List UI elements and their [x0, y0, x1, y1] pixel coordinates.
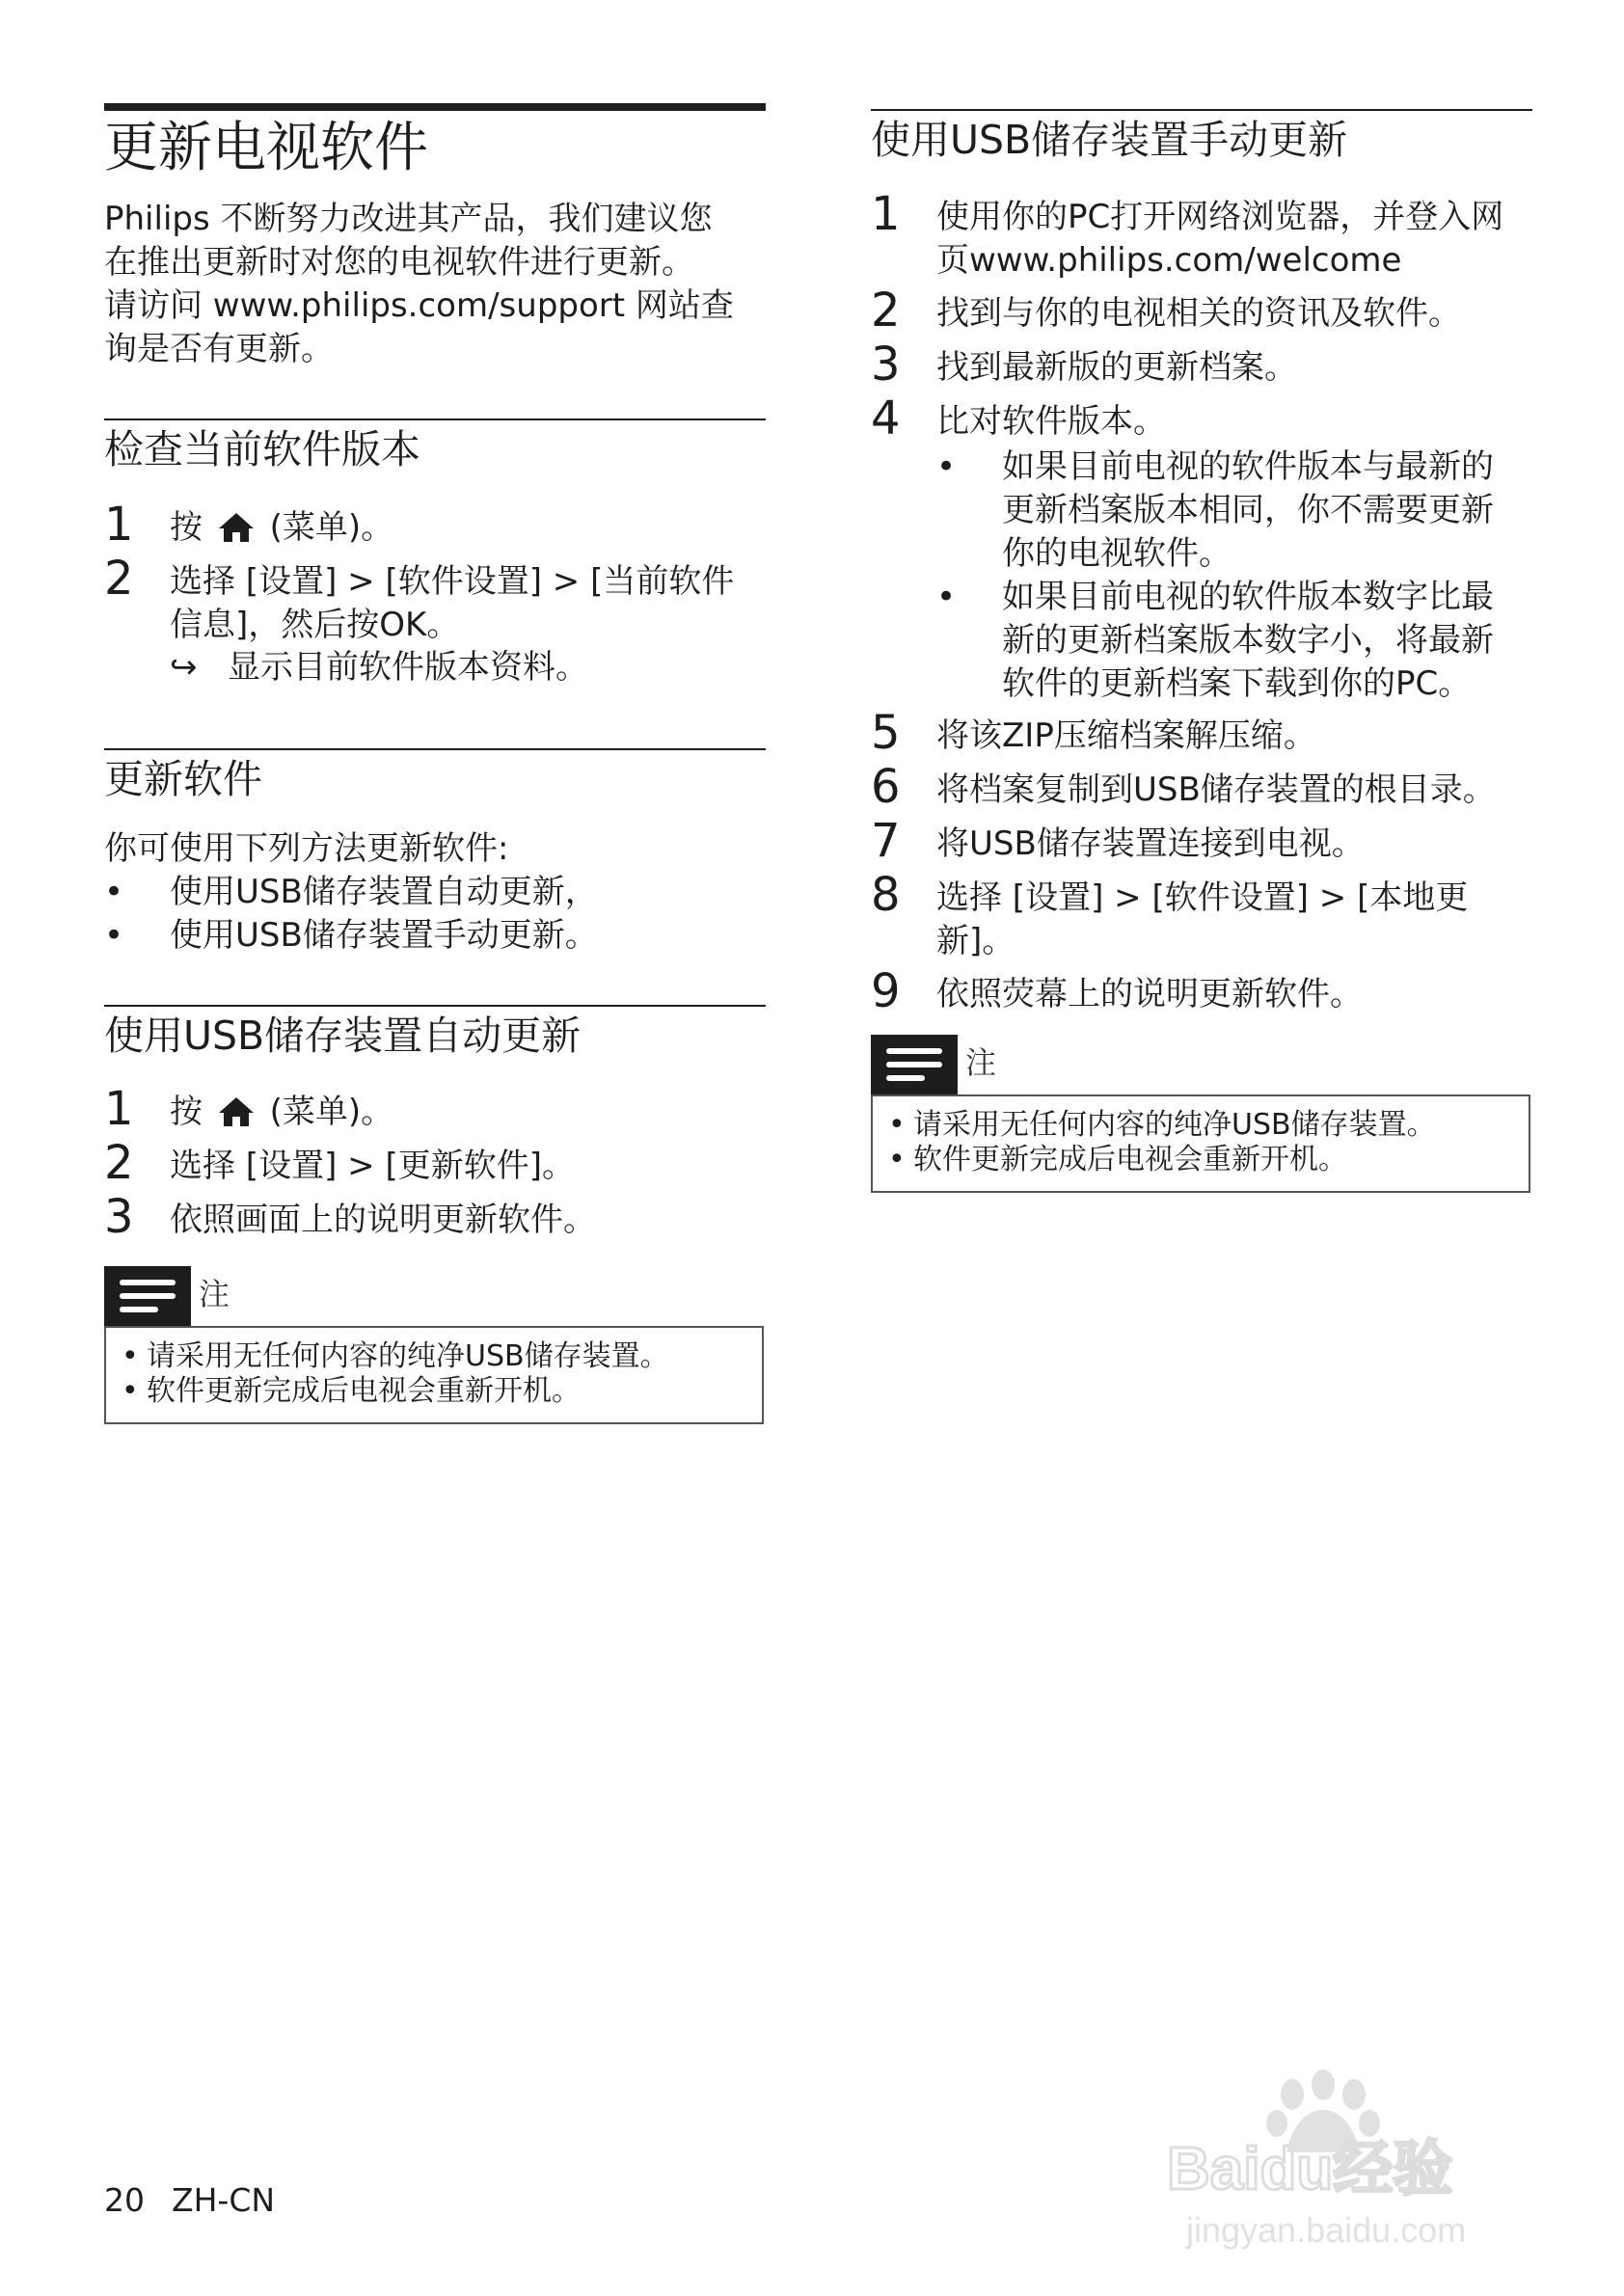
step-number: 2: [871, 284, 901, 338]
language-code: ZH-CN: [172, 2181, 276, 2219]
bullet-line: 更新档案版本相同，你不需要更新: [1002, 491, 1494, 529]
step-text: 依照画面上的说明更新软件。: [170, 1201, 596, 1239]
step-text: 找到最新版的更新档案。: [936, 348, 1297, 387]
section-rule: [104, 419, 766, 420]
note-item-text: 请采用无任何内容的纯净USB储存装置。: [147, 1339, 669, 1373]
bullet-dot: •: [888, 1108, 906, 1142]
page-footer: [104, 2181, 302, 2220]
step-number: 1: [871, 187, 901, 241]
intro-line: 请访问 www.philips.com/support 网站查: [104, 286, 734, 325]
bullet-line: 你的电视软件。: [1002, 534, 1232, 573]
step-text-after: (菜单)。: [269, 508, 394, 547]
bullet-dot: •: [936, 578, 957, 616]
bullet-dot: •: [888, 1143, 906, 1176]
bullet-dot: •: [122, 1374, 139, 1408]
step-text-before: 按: [170, 1093, 203, 1131]
step-text: 将档案复制到USB储存装置的根目录。: [936, 770, 1496, 809]
bullet-line: 软件的更新档案下载到你的PC。: [1002, 664, 1472, 703]
step-number: 2: [104, 1136, 134, 1190]
result-text: 显示目前软件版本资料。: [228, 648, 588, 687]
note-box: [871, 1094, 1530, 1193]
step-number: 8: [871, 868, 901, 922]
step-number: 9: [871, 964, 901, 1018]
note-item-text: 请采用无任何内容的纯净USB储存装置。: [913, 1108, 1436, 1142]
step-text: 将USB储存装置连接到电视。: [936, 824, 1365, 863]
bullet-text: 使用USB储存装置自动更新，: [170, 873, 598, 911]
home-icon: [217, 511, 256, 544]
step-text-after: (菜单)。: [269, 1093, 394, 1131]
step-text: 依照荧幕上的说明更新软件。: [936, 975, 1363, 1013]
bullet-text: 使用USB储存装置手动更新。: [170, 916, 598, 955]
usb-auto-heading: 使用USB储存装置自动更新: [104, 1013, 582, 1059]
page-number: 20: [104, 2181, 145, 2219]
note-item: [122, 1374, 581, 1409]
step-text: 找到与你的电视相关的资讯及软件。: [936, 294, 1461, 333]
step-line: 选择 [设置] > [软件设置] > [本地更: [936, 878, 1469, 917]
step-number: 6: [871, 760, 901, 814]
step-line: 新]。: [936, 922, 1015, 960]
bullet-dot: •: [122, 1339, 139, 1373]
step-line: 使用你的PC打开网络浏览器，并登入网: [936, 198, 1504, 236]
step-number: 1: [104, 1082, 134, 1136]
note-icon: [871, 1035, 958, 1094]
update-software-intro: 你可使用下列方法更新软件:: [104, 829, 509, 868]
note-item: [888, 1143, 1347, 1177]
update-software-heading: 更新软件: [104, 756, 262, 802]
step-number: 5: [871, 706, 901, 760]
section-rule: [871, 109, 1532, 111]
note-box: [104, 1326, 764, 1424]
step-text: [170, 1091, 393, 1134]
note-item-text: 软件更新完成后电视会重新开机。: [913, 1143, 1347, 1176]
bullet-text: [1002, 576, 1494, 706]
bullet-dot: •: [936, 447, 957, 486]
section-rule: [104, 748, 766, 750]
bullet-line: 新的更新档案版本数字小，将最新: [1002, 621, 1494, 660]
watermark-brand: Baidu经验: [1167, 2136, 1453, 2202]
bullet-line: 如果目前电视的软件版本数字比最: [1002, 578, 1494, 616]
step-number: 3: [104, 1190, 134, 1244]
check-version-heading: 检查当前软件版本: [104, 426, 420, 473]
intro-line: 在推出更新时对您的电视软件进行更新。: [104, 243, 694, 282]
result-arrow-icon: ↪: [170, 648, 198, 687]
step-text: [170, 506, 393, 550]
bullet-dot: •: [104, 916, 124, 955]
bullet-dot: •: [104, 873, 124, 911]
note-item: [888, 1108, 1436, 1143]
step-line: 页www.philips.com/welcome: [936, 241, 1402, 280]
step-number: 2: [104, 552, 134, 606]
section-rule: [104, 1005, 766, 1007]
note-item-text: 软件更新完成后电视会重新开机。: [147, 1374, 581, 1408]
step-line: 信息]，然后按OK。: [170, 606, 460, 644]
baidu-watermark-logo: [1157, 2064, 1543, 2256]
step-text: 比对软件版本。: [936, 402, 1166, 441]
intro-line: Philips 不断努力改进其产品，我们建议您: [104, 200, 713, 238]
title-rule: [104, 103, 766, 111]
intro-paragraph: [104, 198, 766, 371]
bullet-line: 如果目前电视的软件版本与最新的: [1002, 447, 1494, 486]
step-number: 4: [871, 392, 901, 446]
step-line: 选择 [设置] > [软件设置] > [当前软件: [170, 562, 735, 601]
step-number: 7: [871, 814, 901, 868]
step-number: 3: [871, 338, 901, 392]
page-title: 更新电视软件: [104, 117, 428, 179]
usb-manual-heading: 使用USB储存装置手动更新: [871, 117, 1348, 163]
step-text: 将该ZIP压缩档案解压缩。: [936, 716, 1316, 755]
step-text: [936, 196, 1503, 283]
watermark-url: jingyan.baidu.com: [1186, 2210, 1467, 2250]
step-text-before: 按: [170, 508, 203, 547]
check-result: [170, 646, 588, 689]
step-text: [936, 877, 1468, 963]
note-icon: [104, 1266, 191, 1326]
step-text: 选择 [设置] > [更新软件]。: [170, 1147, 575, 1185]
step-number: 1: [104, 498, 134, 552]
step-text: [170, 560, 734, 647]
note-label: 注: [199, 1276, 230, 1312]
home-icon: [217, 1095, 256, 1128]
intro-line: 询是否有更新。: [104, 330, 334, 368]
note-item: [122, 1339, 669, 1374]
bullet-text: [1002, 446, 1494, 576]
note-label: 注: [965, 1044, 997, 1081]
